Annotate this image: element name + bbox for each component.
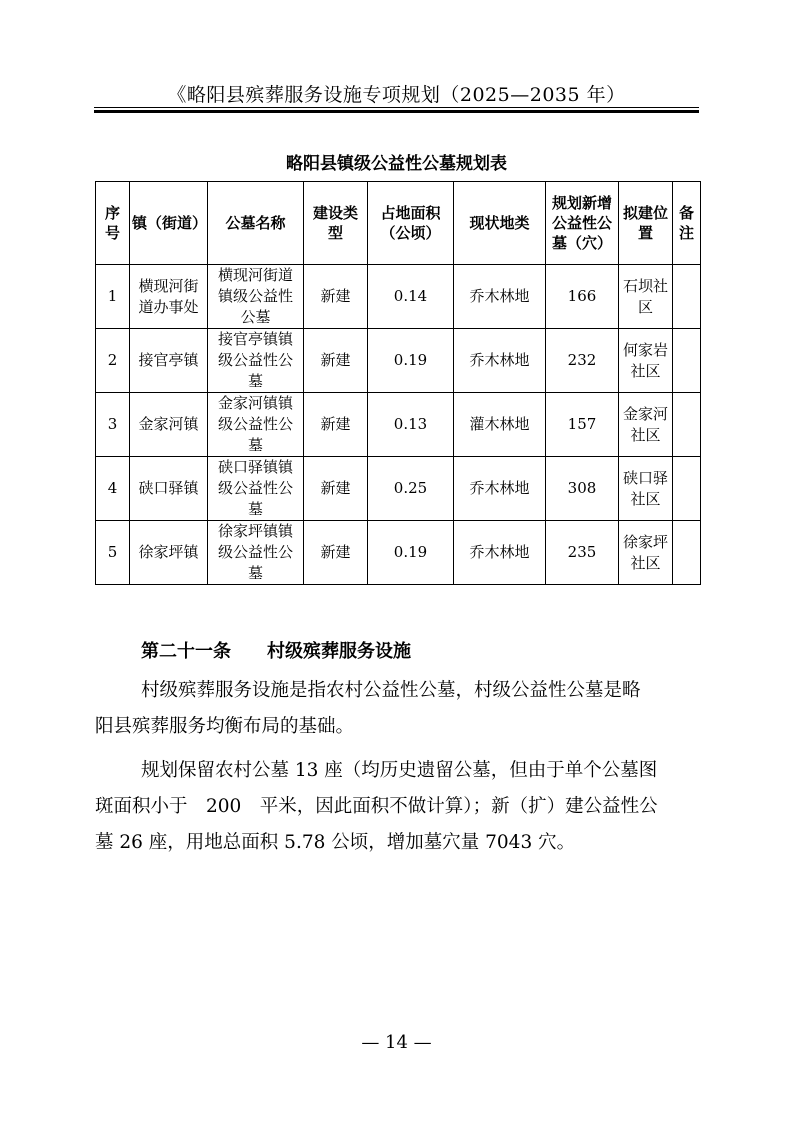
column-header: 建设类型 xyxy=(304,182,368,265)
cell-build-type: 新建 xyxy=(304,393,368,457)
section-title: 村级殡葬服务设施 xyxy=(267,641,411,662)
section-heading xyxy=(141,637,411,663)
cell-cemetery-name: 徐家坪镇镇级公益性公墓 xyxy=(208,521,304,585)
table-row xyxy=(96,393,701,457)
table-header-row xyxy=(96,182,701,265)
column-header: 镇（街道） xyxy=(130,182,208,265)
cell-area: 0.25 xyxy=(368,457,454,521)
table-title: 略阳县镇级公益性公墓规划表 xyxy=(286,154,507,174)
cell-land-type: 乔木林地 xyxy=(454,457,546,521)
cell-area: 0.13 xyxy=(368,393,454,457)
cell-build-type: 新建 xyxy=(304,521,368,585)
paragraph-village-facilities xyxy=(95,673,699,745)
header-divider xyxy=(94,107,699,113)
cell-town: 硖口驿镇 xyxy=(130,457,208,521)
section-number: 第二十一条 xyxy=(141,641,231,662)
table-row xyxy=(96,521,701,585)
paragraph-line: 阳县殡葬服务均衡布局的基础。 xyxy=(95,716,355,737)
paragraph-line: 村级殡葬服务设施是指农村公益性公墓，村级公益性公墓是略 xyxy=(141,680,641,701)
cell-town: 接官亭镇 xyxy=(130,329,208,393)
paragraph-line: 斑面积小于 200 平米，因此面积不做计算）；新（扩）建公益性公 xyxy=(95,796,658,817)
cell-graves: 166 xyxy=(546,265,619,329)
table-row xyxy=(96,457,701,521)
cell-area: 0.19 xyxy=(368,521,454,585)
cell-location: 何家岩社区 xyxy=(619,329,673,393)
column-header: 公墓名称 xyxy=(208,182,304,265)
cell-land-type: 乔木林地 xyxy=(454,265,546,329)
cell-location: 石坝社区 xyxy=(619,265,673,329)
cell-index: 3 xyxy=(96,393,130,457)
column-header: 拟建位置 xyxy=(619,182,673,265)
column-header: 备注 xyxy=(673,182,701,265)
cell-remark xyxy=(673,329,701,393)
cell-graves: 235 xyxy=(546,521,619,585)
cell-index: 5 xyxy=(96,521,130,585)
column-header: 规划新增公益性公墓（穴） xyxy=(546,182,619,265)
cell-town: 金家河镇 xyxy=(130,393,208,457)
paragraph-line: 墓 26 座，用地总面积 5.78 公顷，增加墓穴量 7043 穴。 xyxy=(95,832,576,853)
paragraph-cemetery-plan xyxy=(95,753,699,861)
cell-town: 徐家坪镇 xyxy=(130,521,208,585)
page-number: — 14 — xyxy=(361,1032,432,1053)
cemetery-plan-table xyxy=(95,181,701,585)
cell-graves: 308 xyxy=(546,457,619,521)
cell-graves: 157 xyxy=(546,393,619,457)
cell-build-type: 新建 xyxy=(304,329,368,393)
cell-area: 0.14 xyxy=(368,265,454,329)
page-header: 《略阳县殡葬服务设施专项规划（2025—2035 年） xyxy=(167,84,626,106)
cell-graves: 232 xyxy=(546,329,619,393)
cell-cemetery-name: 接官亭镇镇级公益性公墓 xyxy=(208,329,304,393)
cell-build-type: 新建 xyxy=(304,265,368,329)
cell-build-type: 新建 xyxy=(304,457,368,521)
paragraph-line: 规划保留农村公墓 13 座（均历史遗留公墓，但由于单个公墓图 xyxy=(141,760,658,781)
cell-cemetery-name: 硖口驿镇镇级公益性公墓 xyxy=(208,457,304,521)
cell-cemetery-name: 金家河镇镇级公益性公墓 xyxy=(208,393,304,457)
cell-town: 横现河街道办事处 xyxy=(130,265,208,329)
cell-land-type: 灌木林地 xyxy=(454,393,546,457)
cell-remark xyxy=(673,265,701,329)
cell-remark xyxy=(673,521,701,585)
cell-index: 2 xyxy=(96,329,130,393)
column-header: 占地面积（公顷） xyxy=(368,182,454,265)
cell-remark xyxy=(673,457,701,521)
cell-land-type: 乔木林地 xyxy=(454,521,546,585)
table-row xyxy=(96,329,701,393)
cell-location: 金家河社区 xyxy=(619,393,673,457)
cell-cemetery-name: 横现河街道镇级公益性公墓 xyxy=(208,265,304,329)
column-header: 现状地类 xyxy=(454,182,546,265)
cell-location: 硖口驿社区 xyxy=(619,457,673,521)
cell-remark xyxy=(673,393,701,457)
cell-index: 1 xyxy=(96,265,130,329)
table-row xyxy=(96,265,701,329)
cell-index: 4 xyxy=(96,457,130,521)
cell-area: 0.19 xyxy=(368,329,454,393)
cell-land-type: 乔木林地 xyxy=(454,329,546,393)
cell-location: 徐家坪社区 xyxy=(619,521,673,585)
column-header: 序号 xyxy=(96,182,130,265)
